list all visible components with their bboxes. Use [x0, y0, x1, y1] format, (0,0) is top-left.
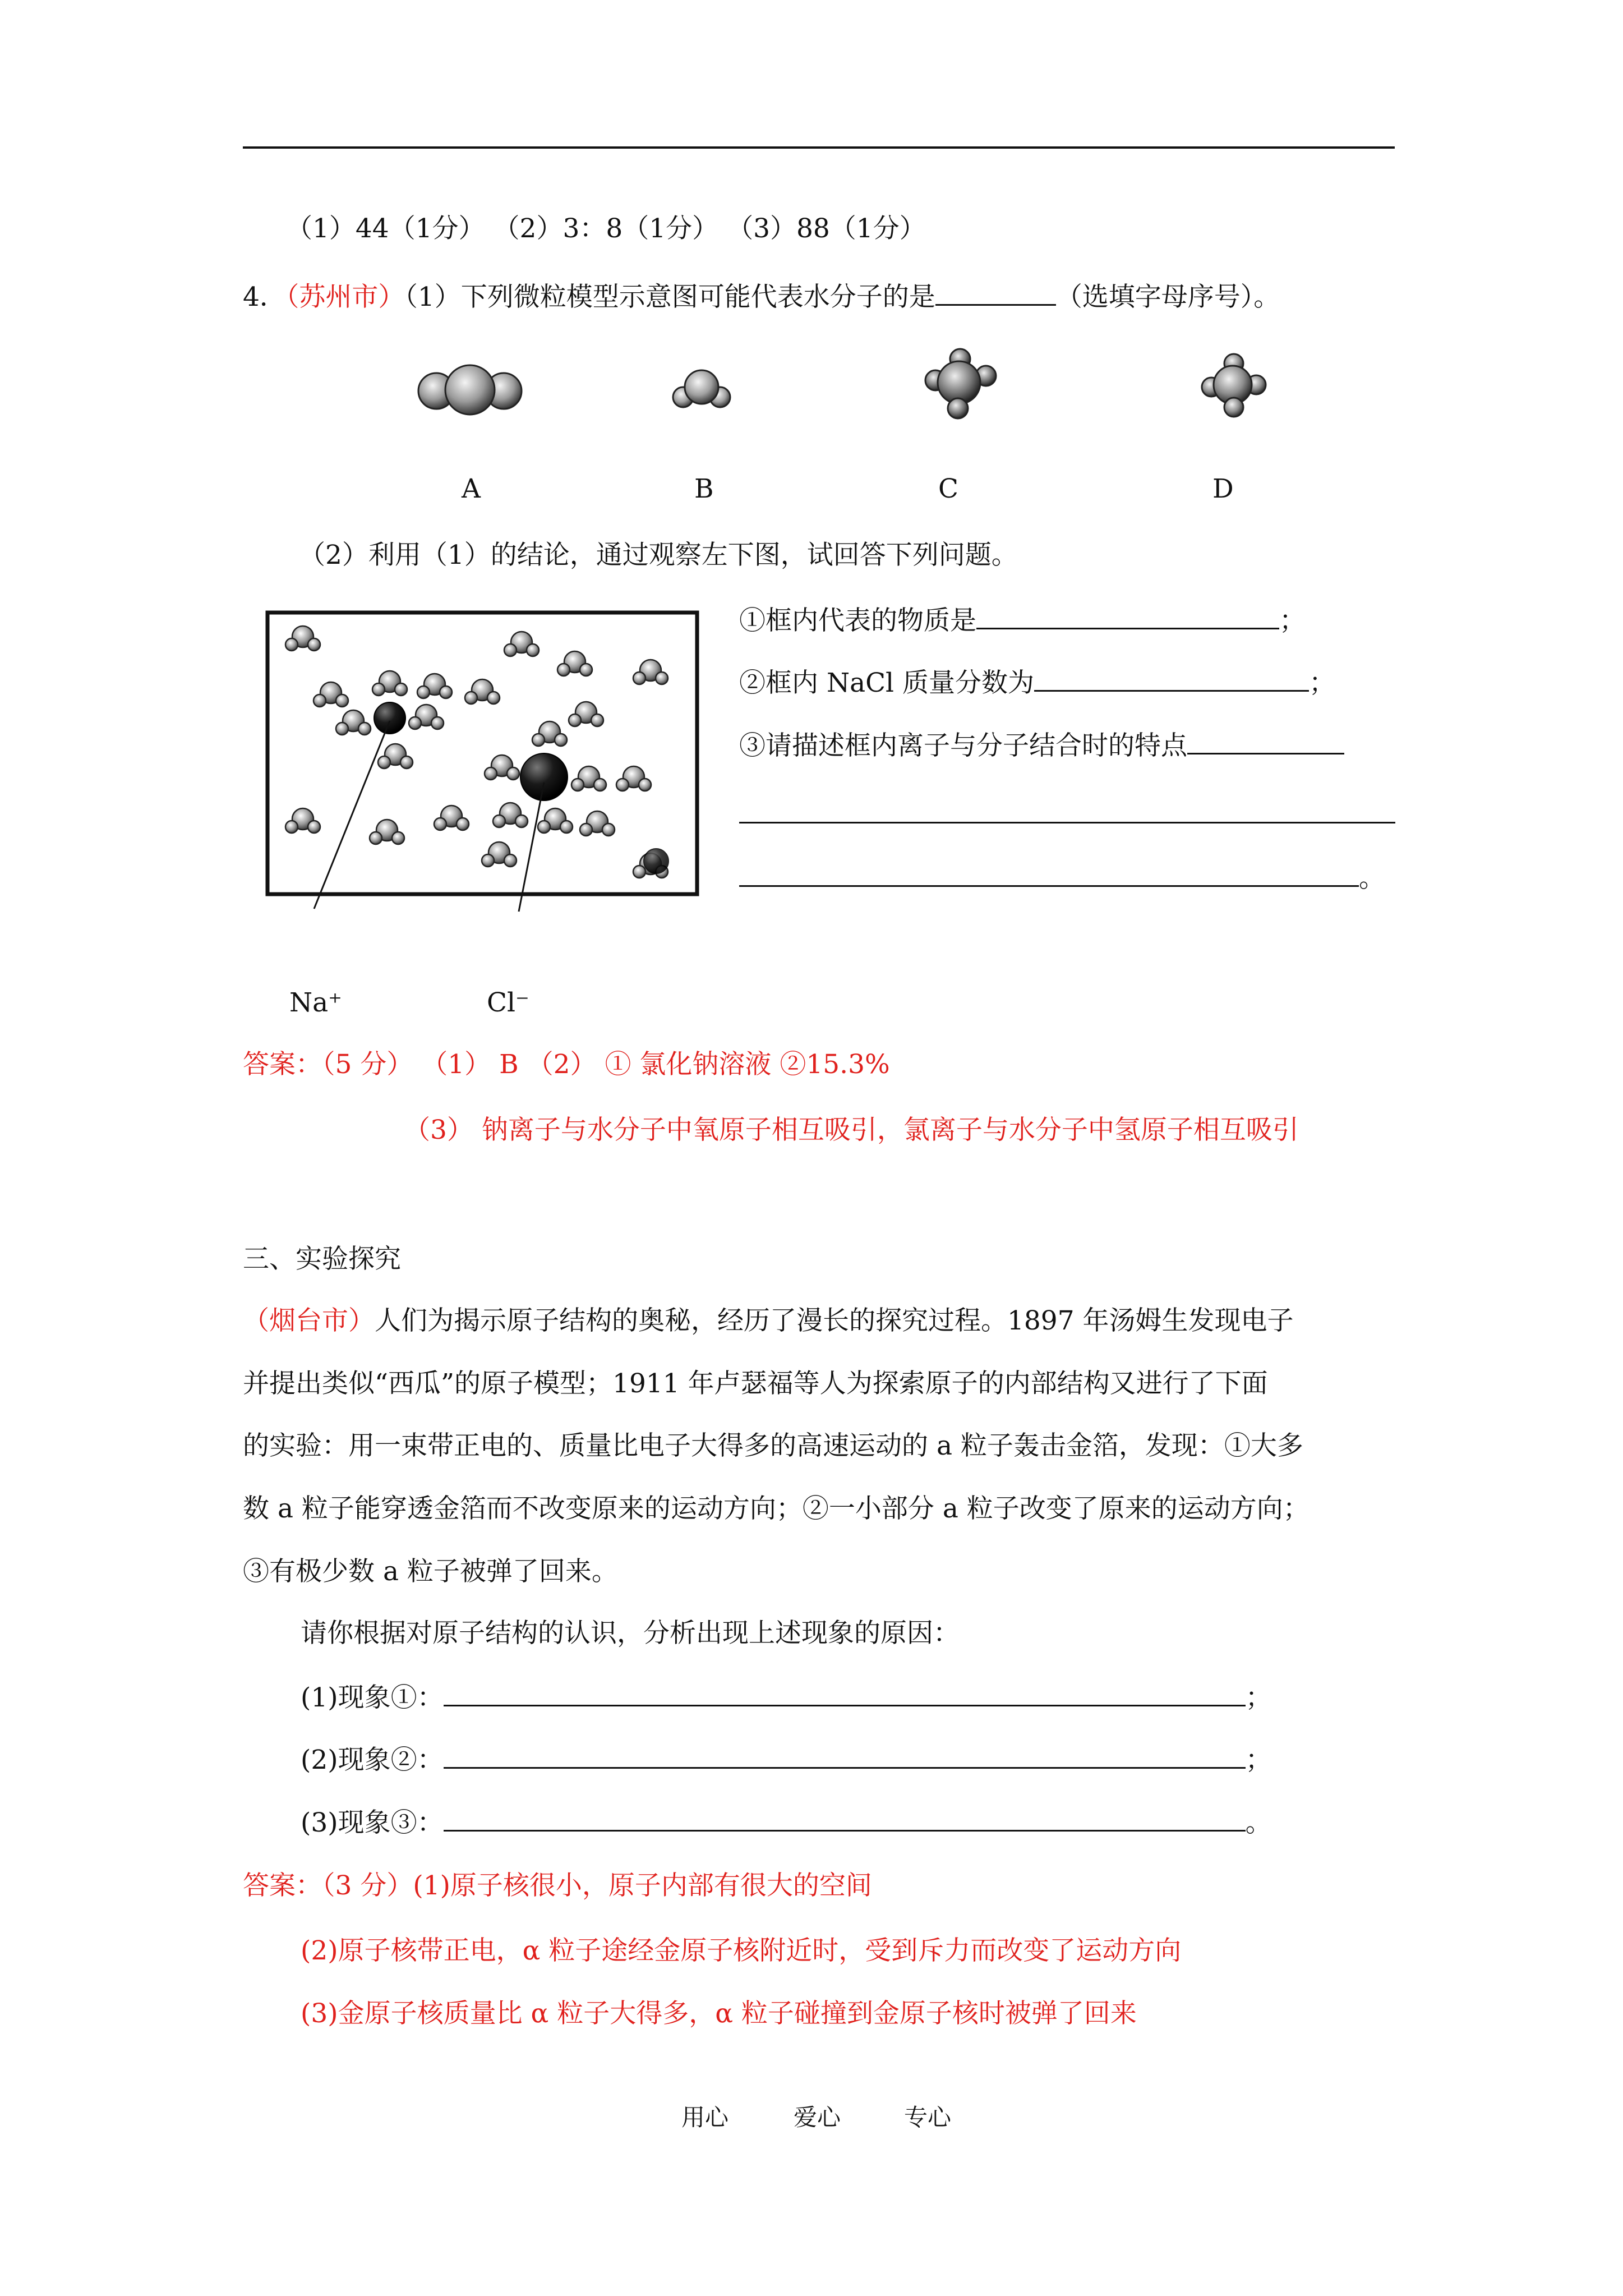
section3-para-line3: 的实验：用一束带正电的、质量比电子大得多的高速运动的 a 粒子轰击金箔，发现：①大多	[243, 1430, 1303, 1461]
option-c-label: C	[938, 473, 958, 504]
section3-item3-blank[interactable]	[444, 1805, 1246, 1832]
section3-answer-label: 答案：	[243, 1870, 322, 1901]
section3-item1	[301, 1680, 1272, 1715]
section3-answer-line1	[243, 1869, 872, 1903]
q4-sub3-text: ③请描述框内离子与分子结合时的特点	[739, 730, 1187, 761]
molecule-a-illustration	[415, 362, 527, 424]
q4-answer-line2: （3） 钠离子与水分子中氧原子相互吸引，氯离子与水分子中氢原子相互吸引	[404, 1115, 1299, 1145]
section3-item1-text: (1)现象①：	[301, 1682, 444, 1713]
q4-sub3-blank3[interactable]	[739, 861, 1359, 887]
q4-sub1-end: ；	[1279, 605, 1306, 636]
q4-sub3	[739, 728, 1344, 763]
option-b-label: B	[694, 473, 714, 504]
footer-item-1: 用心	[681, 2104, 729, 2131]
q4-sub2-end: ；	[1309, 668, 1336, 698]
q4-source: （苏州市）	[285, 282, 405, 312]
q4-sub1-blank[interactable]	[976, 603, 1279, 629]
q4-line	[243, 279, 1280, 314]
section3-para-line5: ③有极少数 a 粒子被弹了回来。	[243, 1556, 618, 1587]
q4-answer-label: 答案：	[243, 1049, 322, 1080]
q4-part1-suffix: （选填字母序号）。	[1055, 282, 1280, 312]
header-rule	[243, 146, 1395, 149]
q4-part2-text: （2）利用（1）的结论，通过观察左下图，试回答下列问题。	[299, 540, 1018, 570]
section3-item3	[301, 1805, 1272, 1840]
section3-item1-blank[interactable]	[444, 1680, 1246, 1706]
ion-cl-label: Cl⁻	[487, 987, 529, 1018]
option-a-label: A	[462, 473, 481, 504]
section3-item3-end: 。	[1245, 1807, 1272, 1838]
q4-sub2	[739, 665, 1335, 700]
footer-item-2: 爱心	[794, 2104, 841, 2131]
q4-answer-blank[interactable]	[935, 279, 1056, 306]
q4-answer-text1: （5 分） （1） B （2） ① 氯化钠溶液 ②15.3%	[322, 1049, 890, 1080]
molecule-c-illustration	[925, 348, 998, 421]
section3-answer-text1: （3 分）(1)原子核很小，原子内部有很大的空间	[322, 1870, 872, 1901]
section3-para-line4: 数 a 粒子能穿透金箔而不改变原来的运动方向；②一小部分 a 粒子改变了原来的运动方向；	[243, 1493, 1310, 1524]
q4-answer-line1	[243, 1048, 890, 1082]
footer-item-3: 专心	[904, 2104, 952, 2131]
q4-sub3-line2[interactable]	[739, 822, 1395, 823]
q4-part1-text: （1）下列微粒模型示意图可能代表水分子的是	[404, 282, 935, 312]
q4-sub1-text: ①框内代表的物质是	[739, 605, 976, 636]
ion-na-label: Na⁺	[289, 987, 342, 1018]
section3-item2	[301, 1742, 1272, 1777]
molecule-b-illustration	[671, 365, 732, 415]
q4-sub2-text: ②框内 NaCl 质量分数为	[739, 668, 1035, 698]
option-d-label: D	[1212, 473, 1234, 504]
q4-sub3-line3	[739, 861, 1385, 895]
section3-para-text1: 人们为揭示原子结构的奥秘，经历了漫长的探究过程。1897 年汤姆生发现电子	[375, 1305, 1294, 1336]
section3-item2-end: ；	[1245, 1745, 1272, 1775]
section3-answer-line2: (2)原子核带正电，α 粒子途经金原子核附近时，受到斥力而改变了运动方向	[301, 1935, 1182, 1966]
section3-item1-end: ；	[1245, 1682, 1272, 1713]
molecule-d-illustration	[1201, 353, 1269, 421]
section3-prompt: 请你根据对原子结构的认识，分析出现上述现象的原因：	[301, 1618, 960, 1649]
section3-title: 三、实验探究	[243, 1244, 401, 1274]
section3-item2-text: (2)现象②：	[301, 1745, 444, 1775]
prev-answer-line: （1）44（1分） （2）3：8（1分） （3）88（1分）	[286, 213, 926, 244]
section3-answer-line3: (3)金原子核质量比 α 粒子大得多，α 粒子碰撞到金原子核时被弹了回来	[301, 1998, 1137, 2029]
section3-source: （烟台市）	[243, 1305, 375, 1336]
q4-sub2-blank[interactable]	[1034, 665, 1309, 692]
section3-para-line2: 并提出类似“西瓜”的原子模型；1911 年卢瑟福等人为探索原子的内部结构又进行了下面	[243, 1368, 1268, 1399]
section3-para-line1	[243, 1304, 1294, 1338]
section3-item3-text: (3)现象③：	[301, 1807, 444, 1838]
q4-sub3-end: 。	[1359, 863, 1385, 894]
q4-number: 4．	[243, 282, 286, 312]
q4-sub3-blank[interactable]	[1187, 728, 1344, 754]
nacl-solution-illustration	[264, 609, 701, 912]
section3-item2-blank[interactable]	[444, 1742, 1246, 1769]
q4-sub1	[739, 603, 1306, 638]
